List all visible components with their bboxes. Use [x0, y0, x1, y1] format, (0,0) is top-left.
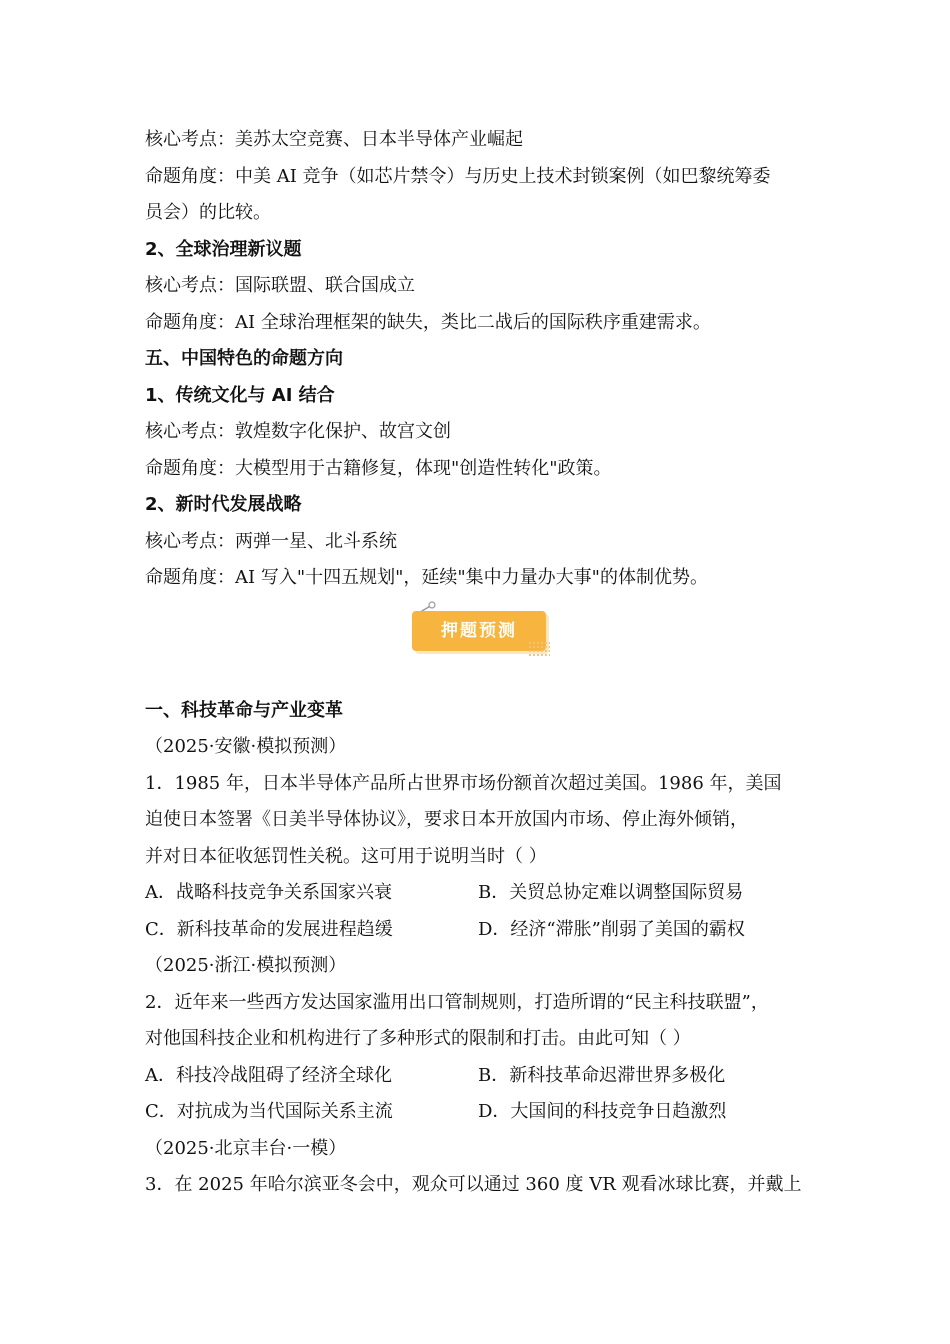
text-line: 员会）的比较。 [145, 202, 271, 223]
text-line: 命题角度：AI 写入"十四五规划"，延续"集中力量办大事"的体制优势。 [145, 567, 708, 588]
option-a: A．战略科技竞争关系国家兴衰 [145, 882, 392, 903]
question-stem-line: 2．近年来一些西方发达国家滥用出口管制规则，打造所谓的“民主科技联盟”， [145, 991, 769, 1013]
option-d: D．大国间的科技竞争日趋激烈 [478, 1101, 727, 1122]
subheading: 2、全球治理新议题 [145, 238, 302, 260]
option-c: C．对抗成为当代国际关系主流 [145, 1101, 393, 1122]
option-b: B．关贸总协定难以调整国际贸易 [478, 882, 744, 903]
subheading: 1、传统文化与 AI 结合 [145, 384, 335, 406]
text-line: 核心考点：敦煌数字化保护、故宫文创 [145, 421, 451, 442]
option-c: C．新科技革命的发展进程趋缓 [145, 918, 393, 940]
options-row [145, 875, 825, 912]
option-a: A．科技冷战阻碍了经济全球化 [145, 1064, 392, 1086]
options-row [145, 1094, 825, 1131]
subheading: 2、新时代发展战略 [145, 494, 302, 515]
question-source: （2025·北京丰台·一模） [145, 1137, 347, 1159]
option-d: D．经济“滞胀”削弱了美国的霸权 [478, 918, 745, 940]
options-row [145, 1058, 825, 1095]
question-1 [145, 729, 825, 948]
question-stem-line: 1．1985 年，日本半导体产品所占世界市场份额首次超过美国。1986 年，美国 [145, 772, 782, 794]
text-line: 核心考点：美苏太空竞赛、日本半导体产业崛起 [145, 129, 523, 150]
text-line: 命题角度：AI 全球治理框架的缺失，类比二战后的国际秩序重建需求。 [145, 311, 711, 333]
question-source: （2025·安徽·模拟预测） [145, 736, 347, 757]
prediction-banner [408, 607, 553, 659]
section-title: 一、科技革命与产业变革 [145, 699, 343, 721]
text-line: 核心考点：两弹一星、北斗系统 [145, 530, 397, 552]
banner-area [145, 597, 825, 693]
options-row [145, 912, 825, 949]
question-3 [145, 1131, 825, 1204]
text-line: 命题角度：中美 AI 竞争（如芯片禁令）与历史上技术封锁案例（如巴黎统筹委 [145, 165, 771, 187]
question-source: （2025·浙江·模拟预测） [145, 955, 347, 976]
question-stem-line: 3．在 2025 年哈尔滨亚冬会中，观众可以通过 360 度 VR 观看冰球比赛，并戴上 [145, 1174, 802, 1195]
banner-label: 押题预测 [441, 620, 517, 641]
question-stem-line: 迫使日本签署《日美半导体协议》，要求日本开放国内市场、停止海外倾销， [145, 809, 748, 830]
question-2 [145, 948, 825, 1131]
question-stem-line: 并对日本征收惩罚性关税。这可用于说明当时（ ） [145, 845, 547, 867]
text-line: 命题角度：大模型用于古籍修复，体现"创造性转化"政策。 [145, 457, 612, 479]
option-b: B．新科技革命迟滞世界多极化 [478, 1064, 726, 1086]
text-line: 核心考点：国际联盟、联合国成立 [145, 275, 415, 296]
question-stem-line: 对他国科技企业和机构进行了多种形式的限制和打击。由此可知（ ） [145, 1028, 691, 1049]
section-heading: 五、中国特色的命题方向 [145, 348, 343, 369]
document-content [145, 122, 825, 1204]
